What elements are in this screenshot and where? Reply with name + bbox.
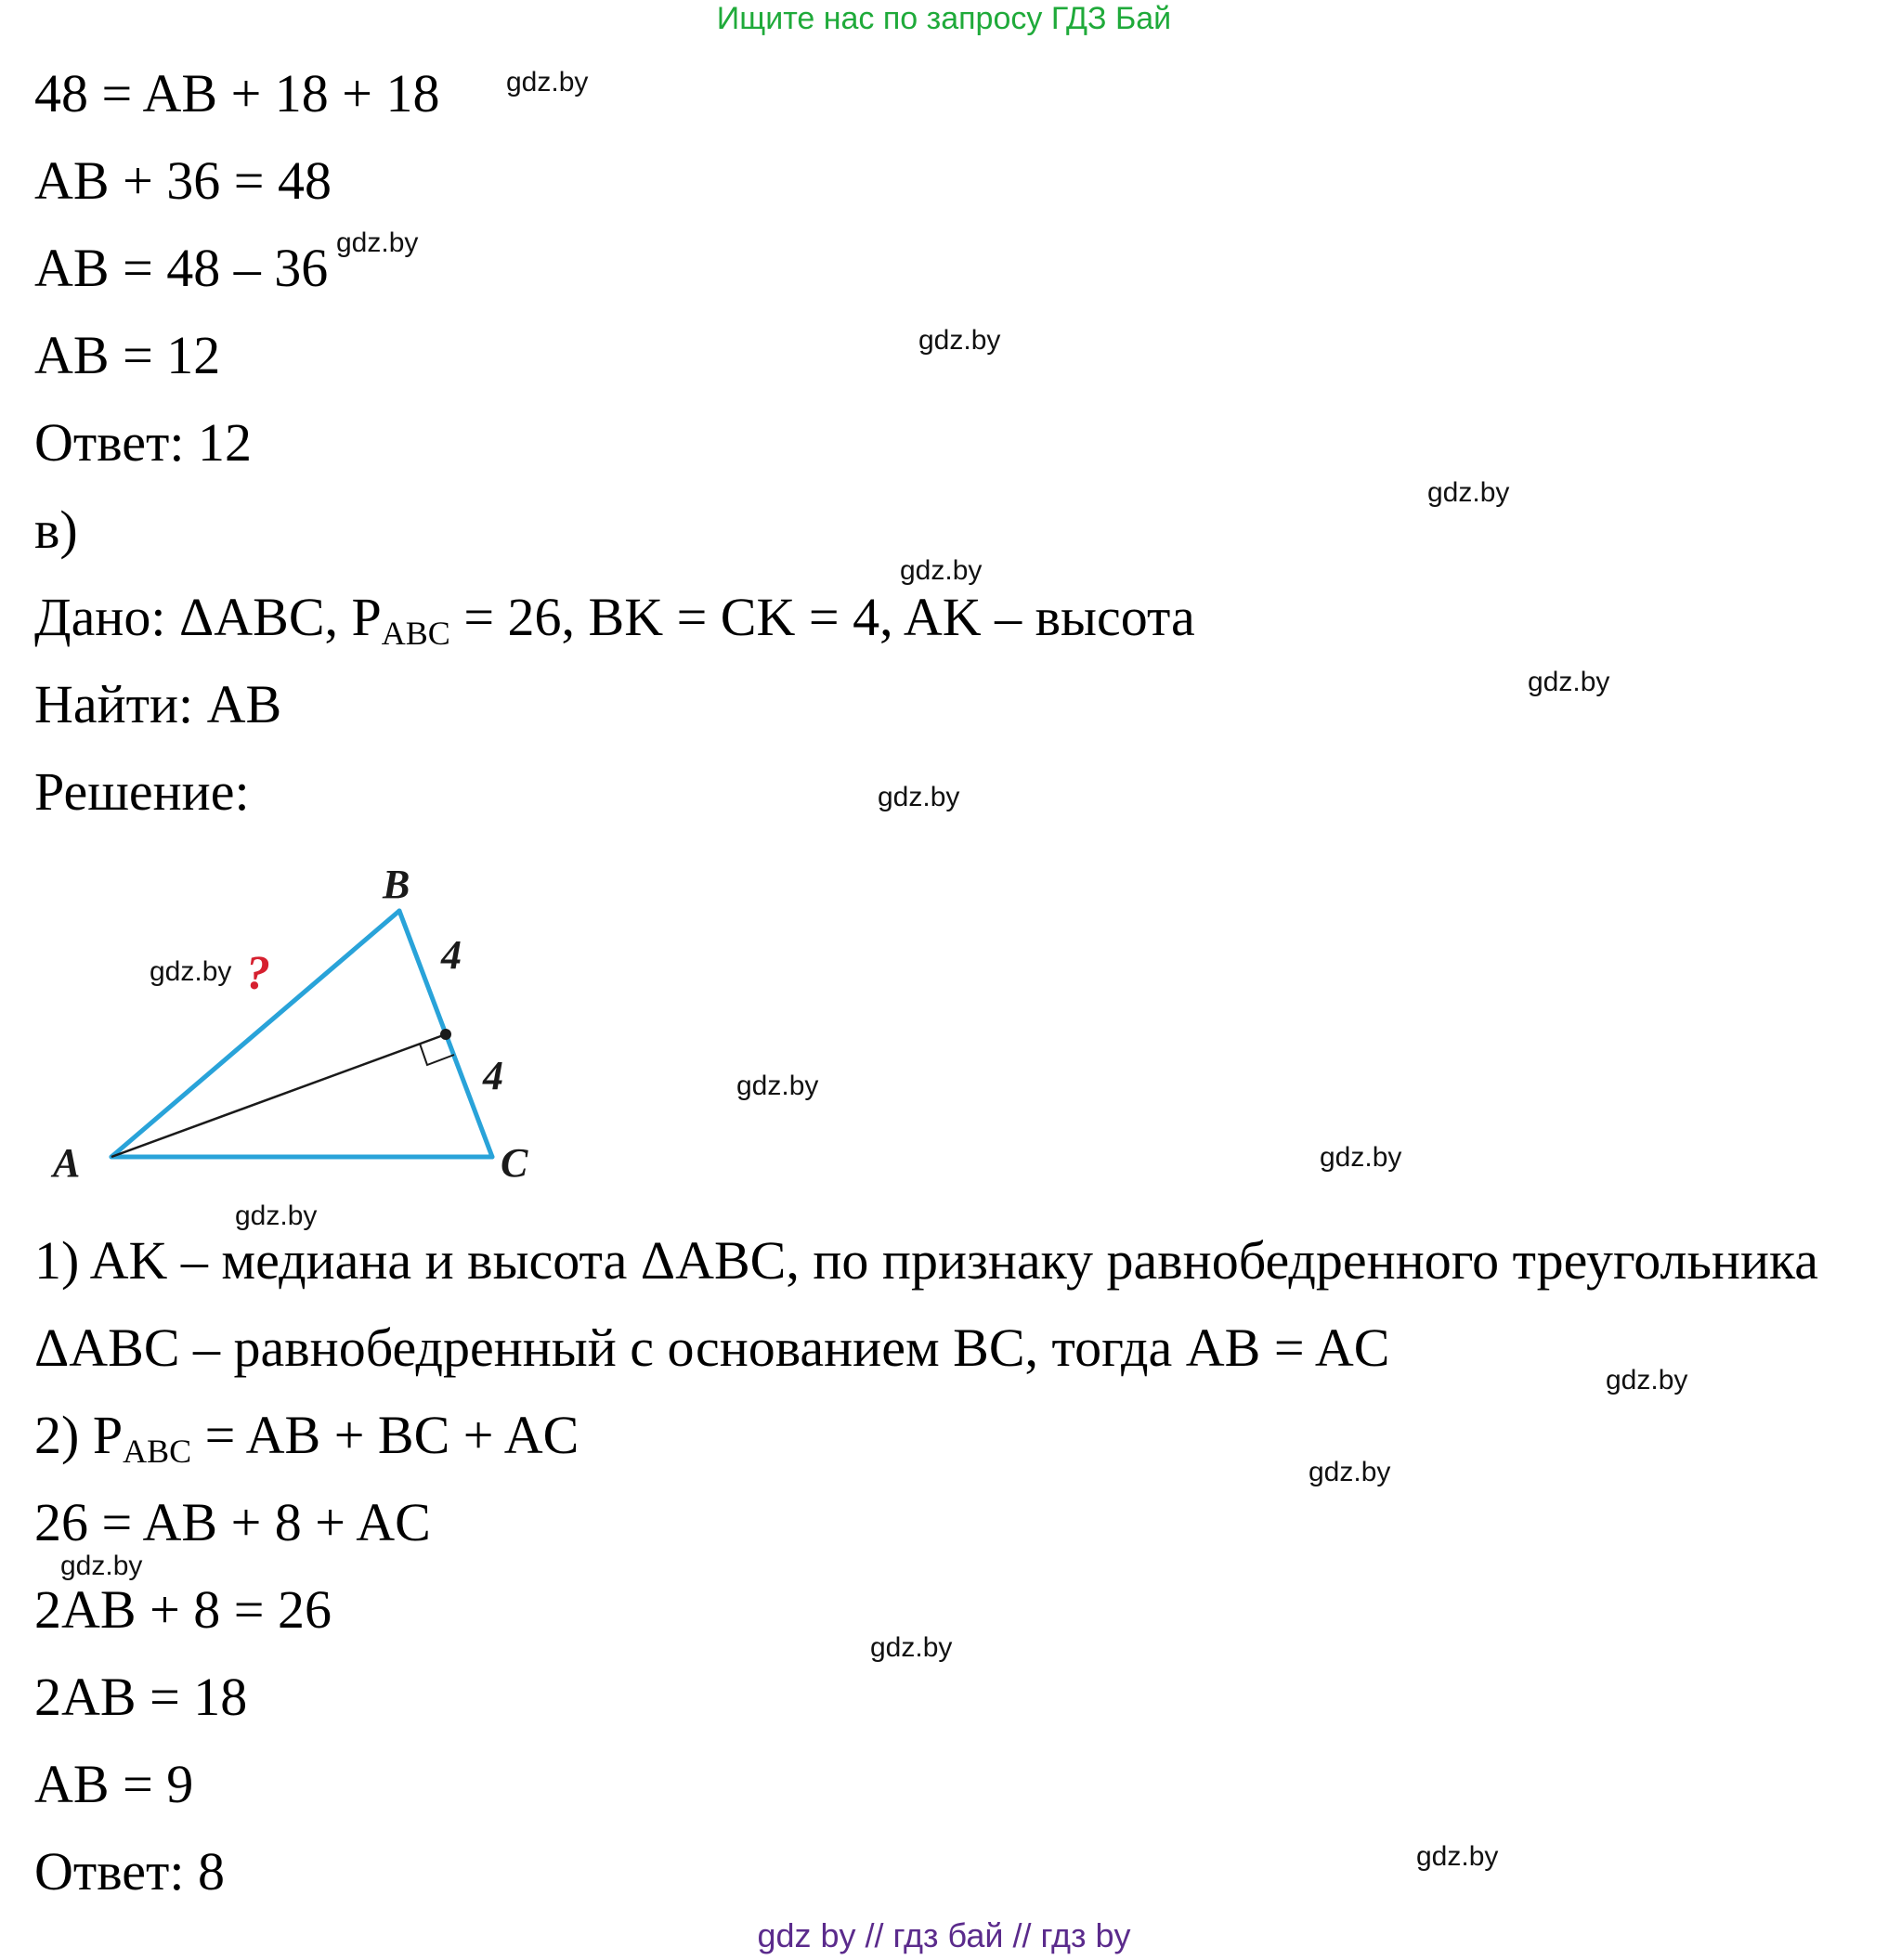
vertex-label-c: C: [501, 1140, 528, 1186]
answer-line-2: Ответ: 8: [34, 1841, 225, 1902]
triangle-figure: [34, 850, 554, 1193]
point-k: [440, 1029, 451, 1040]
find-line: Найти: AB: [34, 674, 282, 734]
watermark: gdz.by: [506, 67, 589, 97]
altitude-ak: [111, 1034, 446, 1157]
watermark: gdz.by: [60, 1551, 143, 1581]
watermark: gdz.by: [235, 1201, 318, 1231]
watermark: gdz.by: [1309, 1457, 1391, 1487]
watermark: gdz.by: [1528, 667, 1610, 697]
watermark: gdz.by: [1606, 1365, 1688, 1395]
watermark: gdz.by: [870, 1632, 953, 1663]
solution-line-5: 26 = AB + 8 + AC: [34, 1492, 431, 1552]
vertex-label-a: A: [53, 1140, 81, 1186]
answer-line-1: Ответ: 12: [34, 412, 252, 473]
perimeter-pre: 2) P: [34, 1405, 124, 1465]
watermark: gdz.by: [1416, 1841, 1499, 1872]
watermark: gdz.by: [878, 782, 960, 812]
watermark: gdz.by: [918, 325, 1001, 356]
step-2-line: [34, 1403, 579, 1484]
watermark: gdz.by: [150, 956, 232, 987]
solution-line-1: 48 = AB + 18 + 18: [34, 63, 440, 123]
solution-line-7: 2AB = 18: [34, 1667, 248, 1727]
watermark: gdz.by: [336, 227, 419, 258]
solution-line-3: AB = 48 – 36: [34, 238, 329, 298]
perimeter-post: = AB + BC + AC: [191, 1405, 579, 1465]
given-pre: Дано: ΔABC, P: [34, 587, 382, 647]
watermark: gdz.by: [736, 1071, 819, 1101]
solution-line-4: AB = 12: [34, 325, 221, 385]
search-banner: Ищите нас по запросу ГДЗ Бай: [716, 1, 1172, 36]
side-label-kc: 4: [483, 1053, 503, 1098]
perimeter-sub: ABC: [123, 1433, 192, 1470]
watermark: gdz.by: [900, 555, 983, 586]
part-label: в): [34, 500, 78, 560]
footer-links: gdz by // гдз бай // гдз by: [757, 1916, 1131, 1954]
step-1-line-2: ΔABC – равнобедренный с основанием BC, тогда AB = AC: [34, 1317, 1390, 1378]
watermark: gdz.by: [1427, 477, 1510, 508]
solution-line-6: 2AB + 8 = 26: [34, 1579, 332, 1640]
vertex-label-b: B: [383, 862, 410, 907]
solution-heading: Решение:: [34, 761, 250, 822]
given-sub: ABC: [381, 615, 450, 652]
given-post: = 26, BK = CK = 4, AK – высота: [449, 587, 1195, 647]
side-label-bk: 4: [441, 932, 462, 978]
solution-line-2: AB + 36 = 48: [34, 150, 332, 211]
given-line: [34, 585, 1195, 666]
watermark: gdz.by: [1320, 1142, 1402, 1173]
unknown-marker: ?: [246, 947, 270, 1000]
step-1-line-1: 1) AK – медиана и высота ΔABC, по признаку равнобедренного треугольника: [34, 1230, 1819, 1291]
solution-line-8: AB = 9: [34, 1754, 194, 1814]
